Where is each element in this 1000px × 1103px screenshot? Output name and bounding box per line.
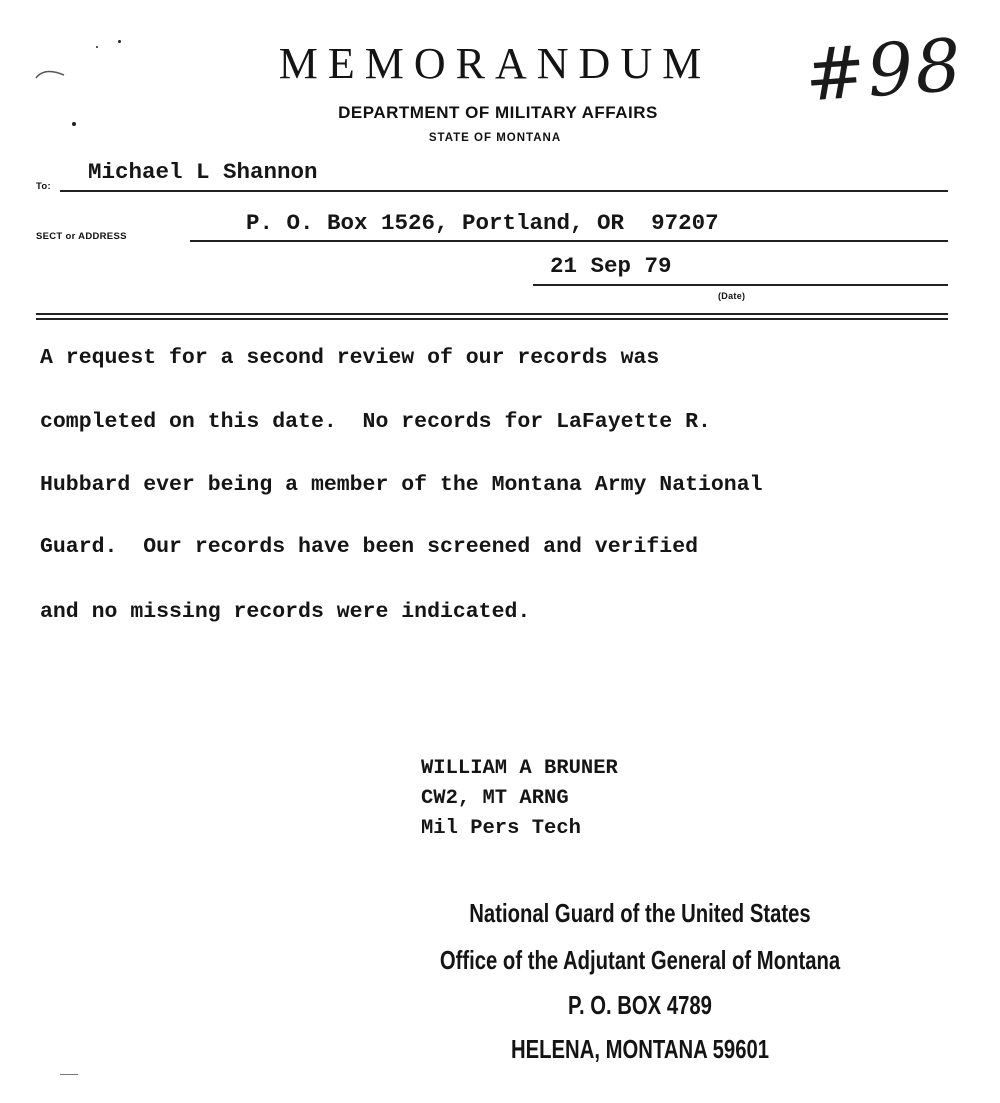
to-underline — [60, 190, 948, 192]
stamp-line: P. O. BOX 4789 — [568, 990, 712, 1020]
body-line: completed on this date. No records for LaFayette R. — [40, 410, 711, 434]
body-line: Hubbard ever being a member of the Montana Army National — [40, 473, 763, 497]
stamp-line: National Guard of the United States — [469, 898, 811, 928]
stamp-line: Office of the Adjutant General of Montana — [439, 945, 841, 975]
date-label: (Date) — [718, 291, 746, 301]
to-label: To: — [36, 181, 51, 192]
signer-name: WILLIAM A BRUNER — [421, 757, 618, 780]
signer-rank: CW2, MT ARNG — [421, 787, 569, 810]
signer-title: Mil Pers Tech — [421, 817, 581, 840]
date-value: 21 Sep 79 — [550, 253, 672, 279]
header-rule-bottom — [36, 318, 948, 320]
scan-dash — [60, 1074, 78, 1075]
memo-title: MEMORANDUM — [278, 39, 712, 88]
address-label: SECT or ADDRESS — [36, 231, 127, 242]
department-name: DEPARTMENT OF MILITARY AFFAIRS — [338, 103, 658, 122]
to-value: Michael L Shannon — [88, 159, 318, 185]
handwritten-number: #98 — [802, 22, 966, 118]
stamp-line: HELENA, MONTANA 59601 — [510, 1034, 770, 1064]
address-underline — [190, 240, 948, 242]
state-name: STATE OF MONTANA — [428, 132, 562, 144]
body-line: Guard. Our records have been screened and verified — [40, 535, 699, 559]
date-underline — [533, 284, 948, 286]
body-line: and no missing records were indicated. — [40, 600, 531, 624]
body-line: A request for a second review of our records was — [40, 346, 660, 370]
header-rule-top — [36, 313, 948, 315]
address-value: P. O. Box 1526, Portland, OR 97207 — [246, 210, 719, 236]
